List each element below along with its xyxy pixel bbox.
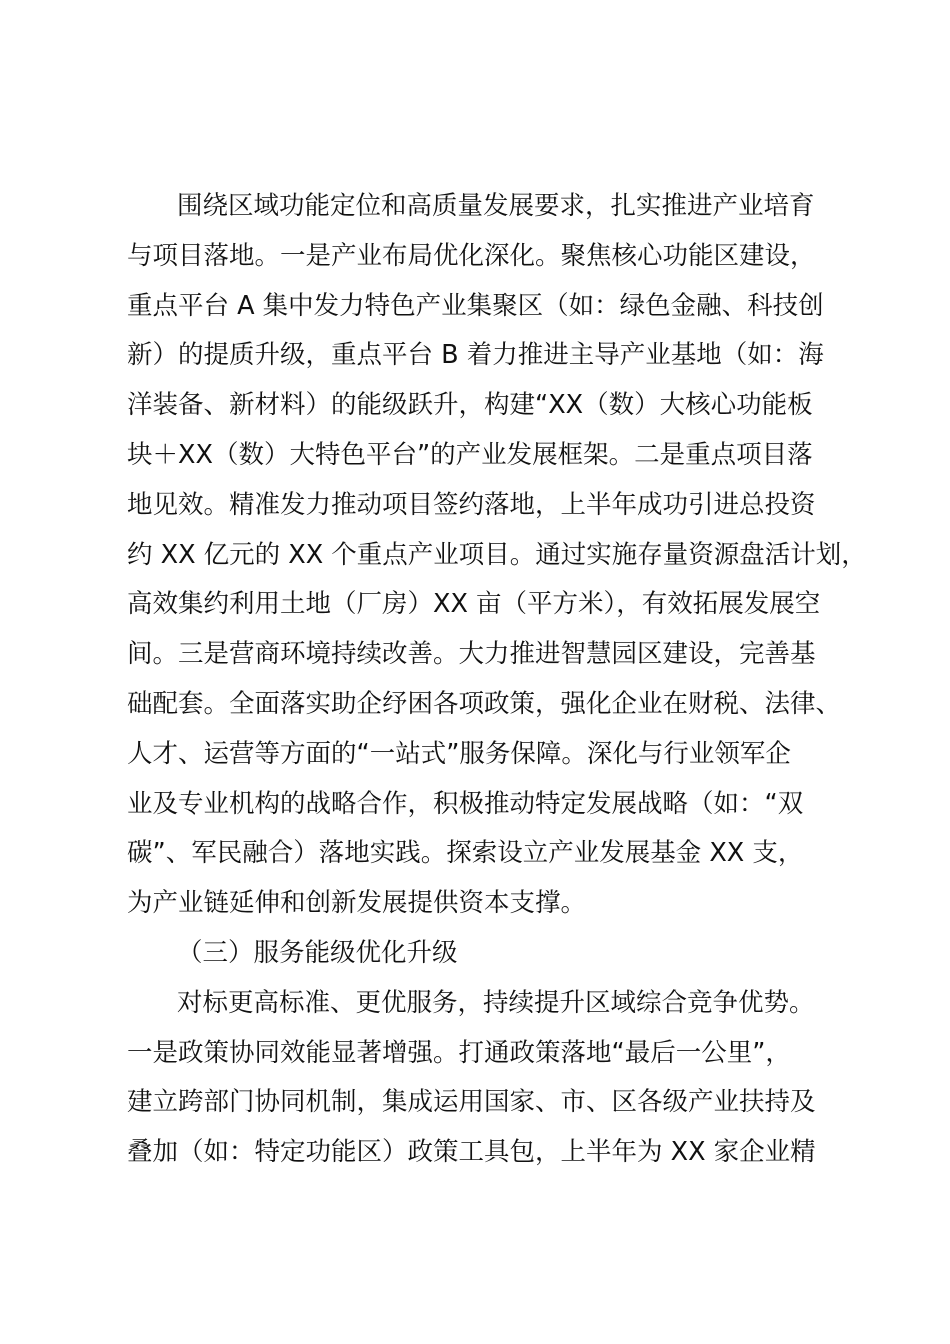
text-line: 约 XX 亿元的 XX 个重点产业项目。通过实施存量资源盘活计划， bbox=[127, 539, 867, 570]
text-line: 重点平台 A 集中发力特色产业集聚区（如：绿色金融、科技创 bbox=[127, 290, 824, 321]
text-line: 人才、运营等方面的“一站式”服务保障。深化与行业领军企 bbox=[127, 738, 791, 769]
text-line: 新）的提质升级，重点平台 B 着力推进主导产业基地（如：海 bbox=[127, 340, 824, 371]
text-line: 地见效。精准发力推动项目签约落地，上半年成功引进总投资 bbox=[127, 489, 816, 520]
text-line: 为产业链延伸和创新发展提供资本支撑。 bbox=[127, 888, 587, 919]
text-line: 对标更高标准、更优服务，持续提升区域综合竞争优势。 bbox=[177, 987, 815, 1018]
text-line: 与项目落地。一是产业布局优化深化。聚焦核心功能区建设， bbox=[127, 240, 816, 271]
text-line: 间。三是营商环境持续改善。大力推进智慧园区建设，完善基 bbox=[127, 639, 816, 670]
body-text bbox=[127, 182, 867, 1178]
text-line: 碳”、军民融合）落地实践。探索设立产业发展基金 XX 支， bbox=[127, 838, 804, 869]
text-line: 洋装备、新材料）的能级跃升，构建“XX（数）大核心功能板 bbox=[127, 390, 813, 421]
text-line: 建立跨部门协同机制，集成运用国家、市、区各级产业扶持及 bbox=[127, 1087, 816, 1118]
text-line: 块＋XX（数）大特色平台”的产业发展框架。二是重点项目落 bbox=[127, 439, 813, 470]
section-heading: （三）服务能级优化升级 bbox=[177, 937, 458, 968]
text-line: 围绕区域功能定位和高质量发展要求，扎实推进产业培育 bbox=[177, 191, 815, 221]
text-line: 业及专业机构的战略合作，积极推动特定发展战略（如：“双 bbox=[127, 788, 804, 819]
text-line: 叠加（如：特定功能区）政策工具包，上半年为 XX 家企业精 bbox=[127, 1137, 816, 1168]
text-line: 一是政策协同效能显著增强。打通政策落地“最后一公里”， bbox=[127, 1037, 791, 1068]
text-line: 础配套。全面落实助企纾困各项政策，强化企业在财税、法律、 bbox=[127, 688, 842, 719]
text-line: 高效集约利用土地（厂房）XX 亩（平方米），有效拓展发展空 bbox=[127, 589, 821, 620]
